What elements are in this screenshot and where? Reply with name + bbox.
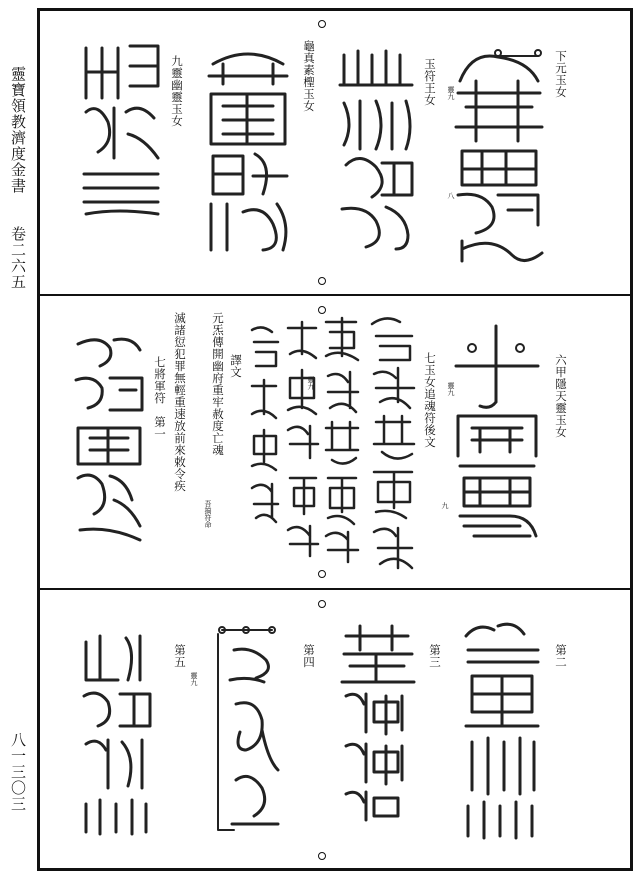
seal-talisman-icon	[336, 622, 418, 824]
binding-hole-icon	[318, 600, 326, 608]
translation-line: 元炁傳開幽府重牢赦度亡魂	[211, 312, 225, 456]
talisman-label: 第五	[173, 644, 187, 668]
margin-mark: 靈九	[190, 672, 198, 686]
binding-hole-icon	[318, 20, 326, 28]
seal-script-column-icon	[320, 312, 362, 566]
talisman-label: 下元玉女	[554, 50, 568, 98]
volume-label: 卷二六五	[9, 226, 27, 290]
talisman-label: 六甲隱天靈玉女	[554, 354, 568, 438]
seal-talisman-icon	[336, 45, 418, 251]
panel-divider-upper	[37, 294, 633, 296]
seal-talisman-icon	[458, 616, 544, 842]
seal-script-column-icon	[246, 320, 282, 540]
talisman-label: 七玉女追魂符後文	[423, 352, 437, 448]
seal-script-column-icon	[282, 318, 322, 560]
talisman-label: 龜真素檉玉女	[302, 40, 316, 112]
seal-script-column-icon	[366, 312, 418, 574]
binding-hole-icon	[318, 852, 326, 860]
margin-mark: 靈九	[447, 86, 455, 100]
seal-talisman-icon	[450, 316, 544, 546]
seal-talisman-icon	[203, 44, 293, 254]
book-title: 靈寶領教濟度金書	[9, 66, 27, 194]
panel-divider-lower	[37, 588, 633, 590]
margin-mark: 八	[447, 192, 455, 199]
seal-talisman-icon	[452, 45, 546, 267]
translation-line: 滅諸愆犯罪無輕重速放前來敕令疾	[173, 312, 187, 492]
annotation-note: 吾搞符命	[204, 500, 212, 528]
page-number: 八一三〇三	[9, 732, 27, 812]
translation-line: 七將軍符 第一	[153, 356, 167, 440]
margin-mark: 靈九	[307, 376, 315, 390]
talisman-label: 九靈幽靈玉女	[170, 55, 184, 127]
talisman-label: 第二	[554, 644, 568, 668]
seal-talisman-icon	[70, 330, 146, 546]
seal-talisman-icon	[206, 620, 288, 844]
talisman-label: 第四	[302, 644, 316, 668]
binding-hole-icon	[318, 570, 326, 578]
seal-talisman-icon	[78, 42, 164, 218]
talisman-label: 第三	[428, 644, 442, 668]
translation-heading: 譯文	[229, 354, 243, 378]
binding-hole-icon	[318, 277, 326, 285]
talisman-label: 玉符王女	[423, 58, 437, 106]
margin-mark: 九	[441, 502, 449, 509]
margin-mark: 靈九	[447, 382, 455, 396]
seal-talisman-icon	[76, 622, 158, 838]
